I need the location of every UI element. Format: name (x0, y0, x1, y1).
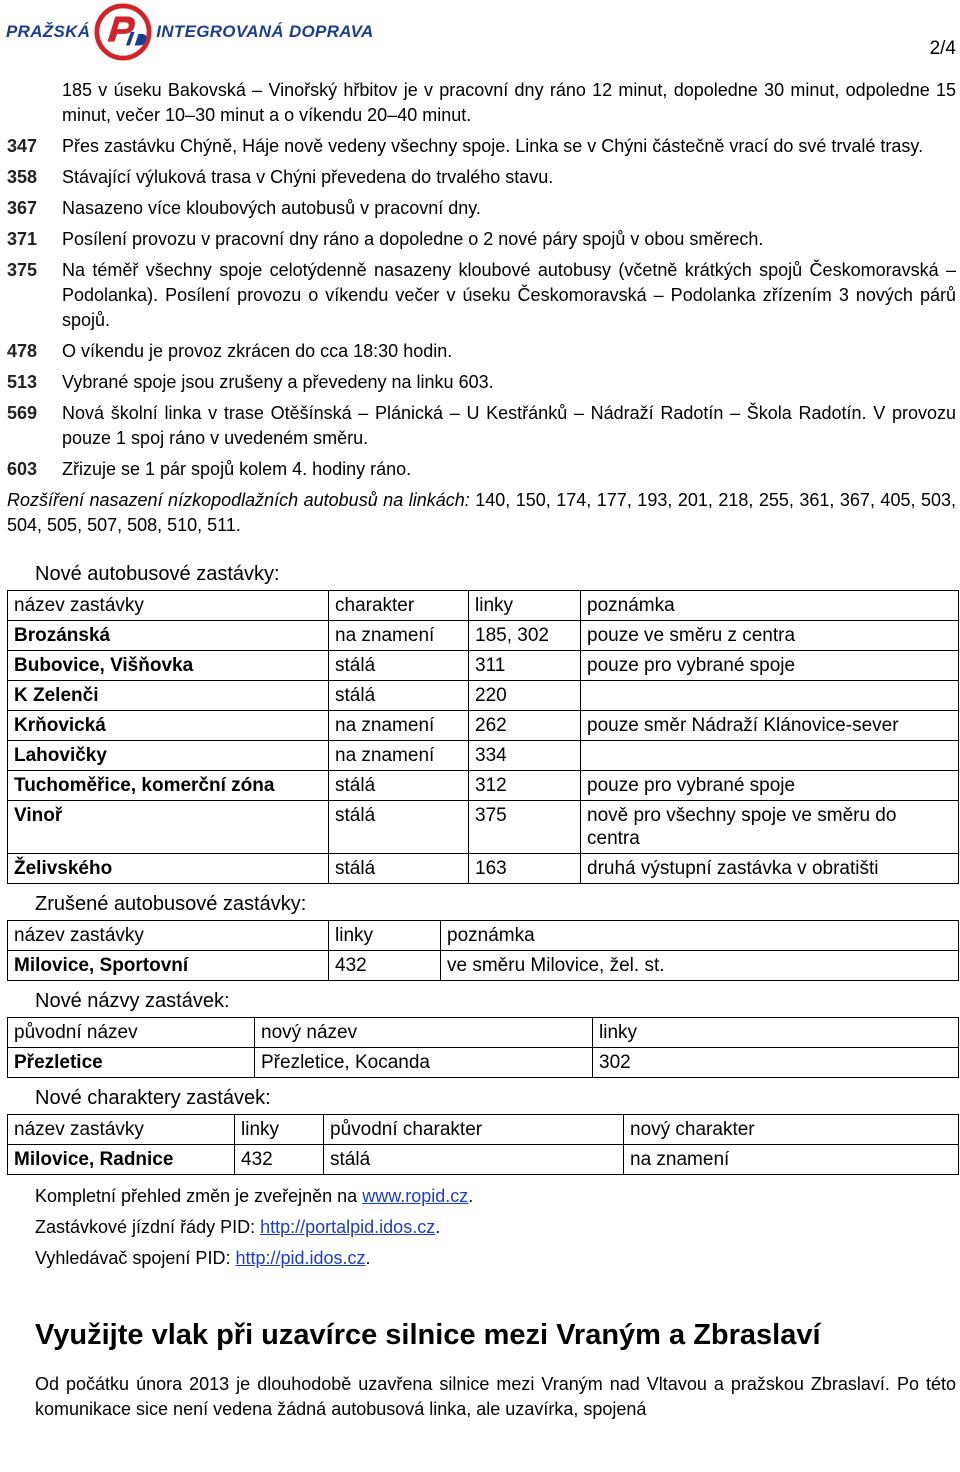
lowfloor-label: Rozšíření nasazení nízkopodlažních autobusů na linkách: (7, 490, 470, 510)
line-number: 603 (7, 459, 38, 479)
column-header: název zastávky (8, 591, 329, 621)
line-text: Přes zastávku Chýně, Háje nově vedeny všechny spoje. Linka se v Chýni částečně vrací do své trvalé trasy. (62, 136, 924, 156)
line-number: 367 (7, 198, 38, 218)
column-header: poznámka (581, 591, 959, 621)
link-line: Zastávkové jízdní řády PID: http://portalpid.idos.cz. (35, 1217, 441, 1237)
stop-name: Bubovice, Višňovka (8, 651, 329, 681)
table-header-row (8, 591, 959, 621)
line-text: Nová školní linka v trase Otěšínská – Plánická – U Kestřánků – Nádraží Radotín – Škola Radotín. V provozu pouze 1 spoj ráno v uvedeném směru. (62, 403, 956, 448)
table-row (8, 681, 959, 711)
pid-logo (6, 2, 374, 62)
stop-name: Brozánská (8, 621, 329, 651)
renamed-stops-table (7, 1017, 959, 1078)
stop-character: na znamení (329, 711, 469, 741)
pid-logo-icon (94, 3, 152, 61)
page-header (0, 0, 960, 66)
table-row (8, 621, 959, 651)
stop-name: Lahovičky (8, 741, 329, 771)
line-entry (0, 258, 960, 333)
intro-continuation: 185 v úseku Bakovská – Vinořský hřbitov je v pracovní dny ráno 12 minut, dopoledne 30 minut, odpoledne 15 minut, večer 10–30 minut a o víkendu 20–40 minut. (62, 80, 956, 125)
logo-text-right: INTEGROVANÁ DOPRAVA (156, 22, 374, 41)
new-stops-table (7, 590, 959, 884)
table-row (8, 711, 959, 741)
column-header: poznámka (441, 921, 959, 951)
stop-lines: 334 (469, 741, 581, 771)
stop-character: stálá (329, 801, 469, 854)
stop-name: Milovice, Sportovní (8, 951, 329, 981)
original-name: Přezletice (8, 1048, 255, 1078)
new-character: na znamení (624, 1145, 959, 1175)
column-header: linky (593, 1018, 959, 1048)
line-entry (0, 457, 960, 482)
link-line: Kompletní přehled změn je zveřejněn na www.ropid.cz. (35, 1186, 474, 1206)
column-header: nový charakter (624, 1115, 959, 1145)
table-row (8, 771, 959, 801)
table-row (8, 1145, 959, 1175)
lowfloor-list: 140, 150, 174, 177, 193, 201, 218, 255, 361, 367, 405, 503, 504, 505, 507, 508, 510, 511. (7, 490, 956, 535)
column-header: linky (469, 591, 581, 621)
pid-idos-link[interactable]: http://pid.idos.cz (235, 1248, 366, 1268)
line-text: Vybrané spoje jsou zrušeny a převedeny na linku 603. (62, 372, 494, 392)
links-section (35, 1181, 960, 1274)
stop-lines: 262 (469, 711, 581, 741)
stop-lines: 302 (593, 1048, 959, 1078)
stop-lines: 311 (469, 651, 581, 681)
page-number: 2/4 (929, 38, 956, 59)
stop-name: Tuchoměřice, komerční zóna (8, 771, 329, 801)
line-number: 347 (7, 136, 38, 156)
line-number: 478 (7, 341, 38, 361)
renamed-stops-title: Nové názvy zastávek: (35, 990, 230, 1012)
line-text: O víkendu je provoz zkrácen do cca 18:30 hodin. (62, 341, 453, 361)
stop-name: K Zelenči (8, 681, 329, 711)
stop-lines: 375 (469, 801, 581, 854)
line-text: Zřizuje se 1 pár spojů kolem 4. hodiny ráno. (62, 459, 412, 479)
stop-character: stálá (329, 681, 469, 711)
logo-text-left: PRAŽSKÁ (6, 22, 91, 41)
table-row (8, 801, 959, 854)
stop-lines: 312 (469, 771, 581, 801)
line-text: Stávající výluková trasa v Chýni převedena do trvalého stavu. (62, 167, 554, 187)
column-header: charakter (329, 591, 469, 621)
stop-note (581, 681, 959, 711)
stop-note: nově pro všechny spoje ve směru do centra (581, 801, 959, 854)
line-entry (0, 165, 960, 190)
table-row (8, 854, 959, 884)
table-header-row (8, 1115, 959, 1145)
line-entry (0, 370, 960, 395)
line-text: Posílení provozu v pracovní dny ráno a dopoledne o 2 nové páry spojů v obou směrech. (62, 229, 764, 249)
line-number: 513 (7, 372, 38, 392)
stop-name: Želivského (8, 854, 329, 884)
new-stops-title: Nové autobusové zastávky: (35, 563, 280, 585)
stop-lines: 432 (235, 1145, 324, 1175)
line-entry (0, 134, 960, 159)
new-character-title: Nové charaktery zastávek: (35, 1087, 271, 1109)
line-number: 358 (7, 167, 38, 187)
stop-lines: 220 (469, 681, 581, 711)
stop-name: Vinoř (8, 801, 329, 854)
stop-note (581, 741, 959, 771)
line-entry (0, 196, 960, 221)
column-header: název zastávky (8, 1115, 235, 1145)
table-row (8, 651, 959, 681)
column-header: linky (235, 1115, 324, 1145)
lowfloor-paragraph (0, 488, 960, 538)
line-text: Nasazeno více kloubových autobusů v pracovní dny. (62, 198, 481, 218)
line-number: 371 (7, 229, 38, 249)
stop-name: Milovice, Radnice (8, 1145, 235, 1175)
ropid-link[interactable]: www.ropid.cz (362, 1186, 469, 1206)
article-title: Využijte vlak při uzavírce silnice mezi Vraným a Zbraslaví (35, 1319, 821, 1351)
stop-character: na znamení (329, 621, 469, 651)
column-header: název zastávky (8, 921, 329, 951)
column-header: nový název (255, 1018, 593, 1048)
table-header-row (8, 921, 959, 951)
line-changes (0, 78, 960, 482)
column-header: původní charakter (324, 1115, 624, 1145)
stop-note: ve směru Milovice, žel. st. (441, 951, 959, 981)
table-header-row (8, 1018, 959, 1048)
cancelled-stops-title: Zrušené autobusové zastávky: (35, 893, 307, 915)
article-text: Od počátku února 2013 je dlouhodobě uzavřena silnice mezi Vraným nad Vltavou a pražskou Zbraslaví. Po této komunikace sice není vedena žádná autobusová linka, ale uzavírka, spojená (35, 1374, 956, 1419)
stop-character: na znamení (329, 741, 469, 771)
line-text: Na téměř všechny spoje celotýdenně nasazeny kloubové autobusy (včetně krátkých spojů Českomoravská – Podolanka). Posílení provozu o víkendu večer v úseku Českomoravská – Podolanka zřízením 3 nových párů spojů. (62, 260, 956, 330)
document-body (0, 78, 960, 1422)
stop-character: stálá (329, 771, 469, 801)
stop-lines: 432 (329, 951, 441, 981)
stop-name: Krňovická (8, 711, 329, 741)
line-entry (0, 78, 960, 128)
link-line: Vyhledávač spojení PID: http://pid.idos.cz. (35, 1248, 371, 1268)
portalpid-link[interactable]: http://portalpid.idos.cz (260, 1217, 436, 1237)
column-header: původní název (8, 1018, 255, 1048)
stop-character: stálá (329, 854, 469, 884)
stop-note: pouze směr Nádraží Klánovice-sever (581, 711, 959, 741)
line-number: 375 (7, 260, 38, 280)
line-number: 569 (7, 403, 38, 423)
new-name: Přezletice, Kocanda (255, 1048, 593, 1078)
stop-note: pouze pro vybrané spoje (581, 651, 959, 681)
stop-character: stálá (329, 651, 469, 681)
stop-note: druhá výstupní zastávka v obratišti (581, 854, 959, 884)
line-entry (0, 401, 960, 451)
stop-lines: 185, 302 (469, 621, 581, 651)
stop-note: pouze pro vybrané spoje (581, 771, 959, 801)
table-row (8, 1048, 959, 1078)
new-character-table (7, 1114, 959, 1175)
line-entry (0, 339, 960, 364)
cancelled-stops-table (7, 920, 959, 981)
stop-note: pouze ve směru z centra (581, 621, 959, 651)
stop-lines: 163 (469, 854, 581, 884)
column-header: linky (329, 921, 441, 951)
table-row (8, 741, 959, 771)
table-row (8, 951, 959, 981)
original-character: stálá (324, 1145, 624, 1175)
line-entry (0, 227, 960, 252)
